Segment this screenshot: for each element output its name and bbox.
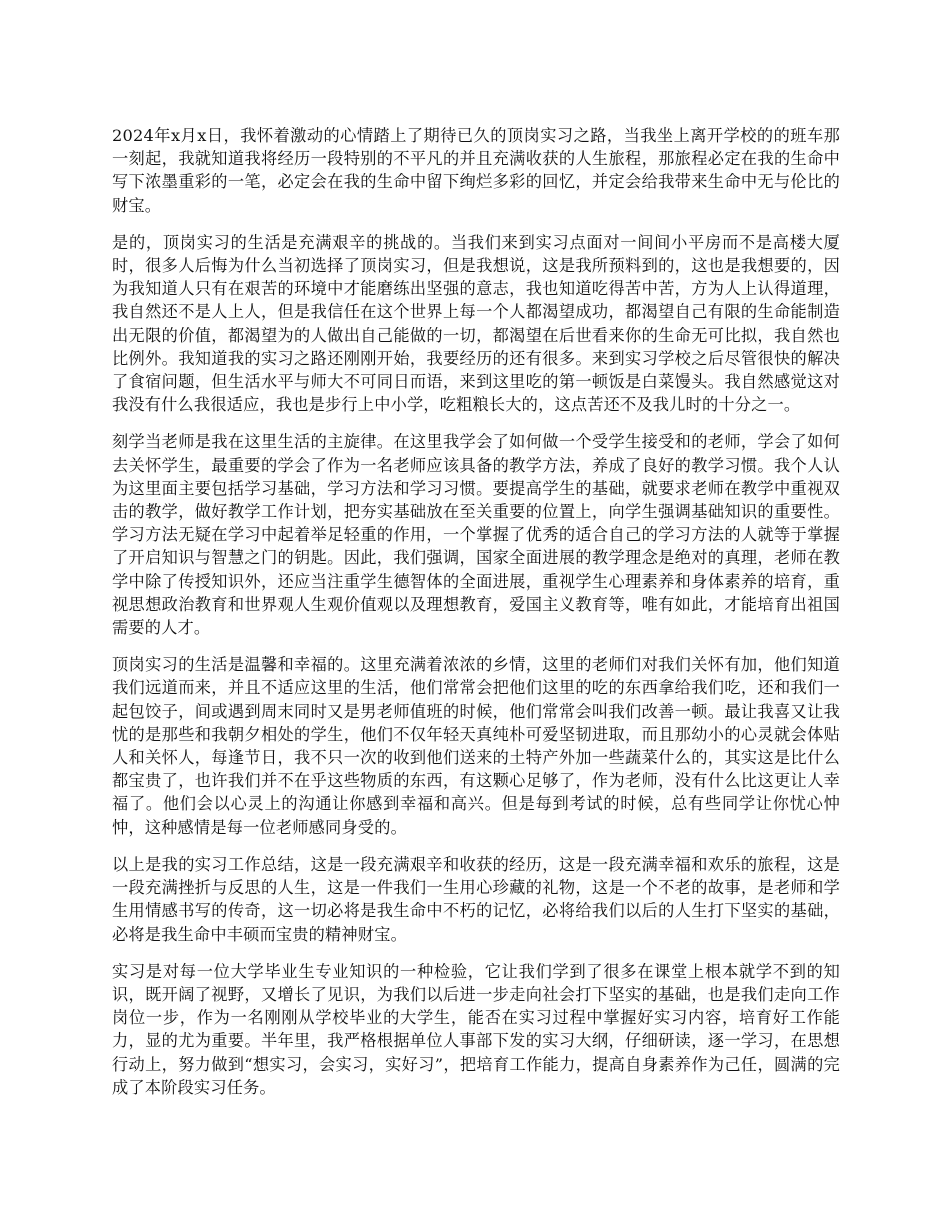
paragraph-2: 是的，顶岗实习的生活是充满艰辛的挑战的。当我们来到实习点面对一间间小平房而不是高楼大厦时，很多人后悔为什么当初选择了顶岗实习，但是我想说，这是我所预料到的，这也是我想要的，因为我知道人只有在艰苦的环境中才能磨练出坚强的意志，我也知道吃得苦中苦，方为人上认得道理，我自然还不是人上人，但是我信任在这个世界上每一个人都渴望成功，都渴望自己有限的生命能制造出无限的价值，都渴望为的人做出自己能做的一切，都渴望在后世看来你的生命无可比拟，我自然也比例外。我知道我的实习之路还刚刚开始，我要经历的还有很多。来到实习学校之后尽管很快的解决了食宿问题，但生活水平与师大不可同日而语，来到这里吃的第一顿饭是白菜馒头。我自然感觉这对我没有什么我很适应，我也是步行上中小学，吃粗粮长大的，这点苦还不及我儿时的十分之一。 bbox=[112, 232, 840, 415]
paragraph-1: 2024年x月x日，我怀着激动的心情踏上了期待已久的顶岗实习之路，当我坐上离开学校的的班车那一刻起，我就知道我将经历一段特别的不平凡的并且充满收获的人生旅程，那旅程必定在我的生命中写下浓墨重彩的一笔，必定会在我的生命中留下绚烂多彩的回忆，并定会给我带来生命中无与伦比的财宝。 bbox=[112, 126, 840, 215]
paragraph-6: 实习是对每一位大学毕业生专业知识的一种检验，它让我们学到了很多在课堂上根本就学不到的知识，既开阔了视野，又增长了见识，为我们以后进一步走向社会打下坚实的基础，也是我们走向工作岗位一步，作为一名刚刚从学校毕业的大学生，能否在实习过程中掌握好实习内容，培育好工作能力，显的尤为重要。半年里，我严格根据单位人事部下发的实习大纲，仔细研读，逐一学习，在思想行动上，努力做到“想实习，会实习，实好习”，把培育工作能力，提高自身素养作为己任，圆满的完成了本阶段实习任务。 bbox=[112, 961, 840, 1097]
paragraph-3: 刻学当老师是我在这里生活的主旋律。在这里我学会了如何做一个受学生接受和的老师，学会了如何去关怀学生，最重要的学会了作为一名老师应该具备的教学方法，养成了良好的教学习惯。我个人认为这里面主要包括学习基础，学习方法和学习习惯。要提高学生的基础，就要求老师在教学中重视双击的教学，做好教学工作计划，把夯实基础放在至关重要的位置上，向学生强调基础知识的重要性。学习方法无疑在学习中起着举足轻重的作用，一个掌握了优秀的适合自己的学习方法的人就等于掌握了开启知识与智慧之门的钥匙。因此，我们强调，国家全面进展的教学理念是绝对的真理，老师在教学中除了传授知识外，还应当注重学生德智体的全面进展，重视学生心理素养和身体素养的培育，重视思想政治教育和世界观人生观价值观以及理想教育，爱国主义教育等，唯有如此，才能培育出祖国需要的人才。 bbox=[112, 432, 840, 638]
paragraph-4: 顶岗实习的生活是温馨和幸福的。这里充满着浓浓的乡情，这里的老师们对我们关怀有加，他们知道我们远道而来，并且不适应这里的生活，他们常常会把他们这里的吃的东西拿给我们吃，还和我们一起包饺子，间或遇到周末同时又是男老师值班的时候，他们常常会叫我们改善一顿。最让我喜又让我忧的是那些和我朝夕相处的学生，他们不仅年轻天真纯朴可爱坚韧进取，而且那幼小的心灵就会体贴人和关怀人，每逢节日，我不只一次的收到他们送来的土特产外加一些蔬菜什么的，其实这是比什么都宝贵了，也许我们并不在乎这些物质的东西，有这颗心足够了，作为老师，没有什么比这更让人幸福了。他们会以心灵上的沟通让你感到幸福和高兴。但是每到考试的时候，总有些同学让你忧心忡忡，这种感情是每一位老师感同身受的。 bbox=[112, 655, 840, 837]
paragraph-5: 以上是我的实习工作总结，这是一段充满艰辛和收获的经历，这是一段充满幸福和欢乐的旅程，这是一段充满挫折与反思的人生，这是一件我们一生用心珍藏的礼物，这是一个不老的故事，是老师和学生用情感书写的传奇，这一切必将是我生命中不朽的记忆，必将给我们以后的人生打下坚实的基础，必将是我生命中丰硕而宝贵的精神财宝。 bbox=[112, 854, 840, 944]
document-body bbox=[112, 124, 840, 1113]
